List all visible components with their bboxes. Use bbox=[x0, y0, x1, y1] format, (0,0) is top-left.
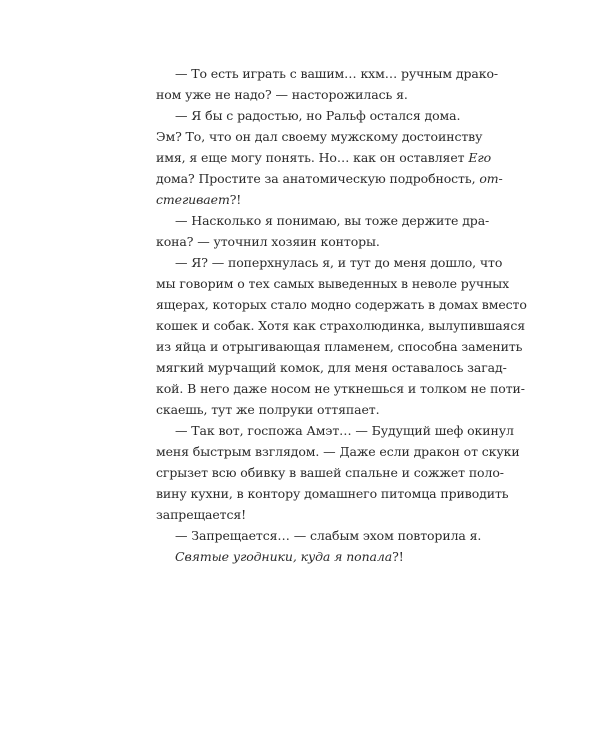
text-segment: ?! bbox=[229, 192, 242, 207]
text-segment: — Так вот, госпожа Амэт… — Будущий шеф окинул bbox=[175, 423, 514, 438]
text-segment: скаешь, тут же полруки оттяпает. bbox=[156, 402, 380, 417]
text-segment: — Насколько я понимаю, вы тоже держите дра- bbox=[175, 213, 490, 228]
text-line bbox=[156, 315, 526, 336]
text-line bbox=[156, 336, 523, 357]
text-line bbox=[156, 420, 514, 441]
text-line bbox=[156, 273, 510, 294]
text-line bbox=[156, 546, 444, 567]
italic-text: Его bbox=[468, 150, 491, 165]
text-segment: кой. В него даже носом не уткнешься и толком не поти- bbox=[156, 381, 525, 396]
text-segment: меня быстрым взглядом. — Даже если дракон от скуки bbox=[156, 444, 520, 459]
text-segment: ном уже не надо? — насторожилась я. bbox=[156, 87, 408, 102]
text-segment: мы говорим о тех самых выведенных в неволе ручных bbox=[156, 276, 510, 291]
text-segment: — Запрещается… — слабым эхом повторила я. bbox=[175, 528, 482, 543]
italic-text: стегивает bbox=[156, 192, 230, 207]
text-segment: дома? Простите за анатомическую подробность, bbox=[156, 171, 480, 186]
text-segment: имя, я еще могу понять. Но… как он оставляет bbox=[156, 150, 469, 165]
text-segment: — Я? — поперхнулась я, и тут до меня дошло, что bbox=[175, 255, 503, 270]
text-line bbox=[156, 294, 527, 315]
text-line bbox=[156, 168, 503, 189]
text-segment: вину кухни, в контору домашнего питомца приводить bbox=[156, 486, 509, 501]
text-segment: ?! bbox=[392, 549, 404, 564]
text-line bbox=[156, 525, 482, 546]
text-segment: кошек и собак. Хотя как страхолюдинка, вылупившаяся bbox=[156, 318, 526, 333]
text-line bbox=[156, 483, 509, 504]
text-line bbox=[156, 84, 444, 105]
text-segment: кона? — уточнил хозяин конторы. bbox=[156, 234, 380, 249]
text-line bbox=[156, 210, 490, 231]
text-line bbox=[156, 126, 483, 147]
text-line bbox=[156, 378, 525, 399]
text-line bbox=[156, 399, 444, 420]
text-line bbox=[156, 462, 504, 483]
italic-text: Святые угодники, куда я попала bbox=[175, 549, 393, 564]
text-line bbox=[156, 357, 507, 378]
text-segment: мягкий мурчащий комок, для меня оставалось загад- bbox=[156, 360, 507, 375]
text-line bbox=[156, 231, 444, 252]
text-line bbox=[156, 441, 520, 462]
text-line bbox=[156, 147, 491, 168]
page-text bbox=[156, 63, 527, 567]
text-segment: Эм? То, что он дал своему мужскому достоинству bbox=[156, 129, 483, 144]
text-segment: — То есть играть с вашим… кхм… ручным драко- bbox=[175, 66, 499, 81]
text-line bbox=[156, 105, 461, 126]
text-line bbox=[156, 63, 499, 84]
text-segment: — Я бы с радостью, но Ральф остался дома. bbox=[175, 108, 461, 123]
text-line bbox=[156, 252, 503, 273]
text-segment: запрещается! bbox=[156, 507, 247, 522]
text-segment: сгрызет всю обивку в вашей спальне и сожжет поло- bbox=[156, 465, 504, 480]
text-segment: ящерах, которых стало модно содержать в домах вместо bbox=[156, 297, 527, 312]
text-line bbox=[156, 504, 444, 525]
italic-text: от- bbox=[479, 171, 503, 186]
text-line bbox=[156, 189, 444, 210]
text-segment: из яйца и отрыгивающая пламенем, способна заменить bbox=[156, 339, 523, 354]
